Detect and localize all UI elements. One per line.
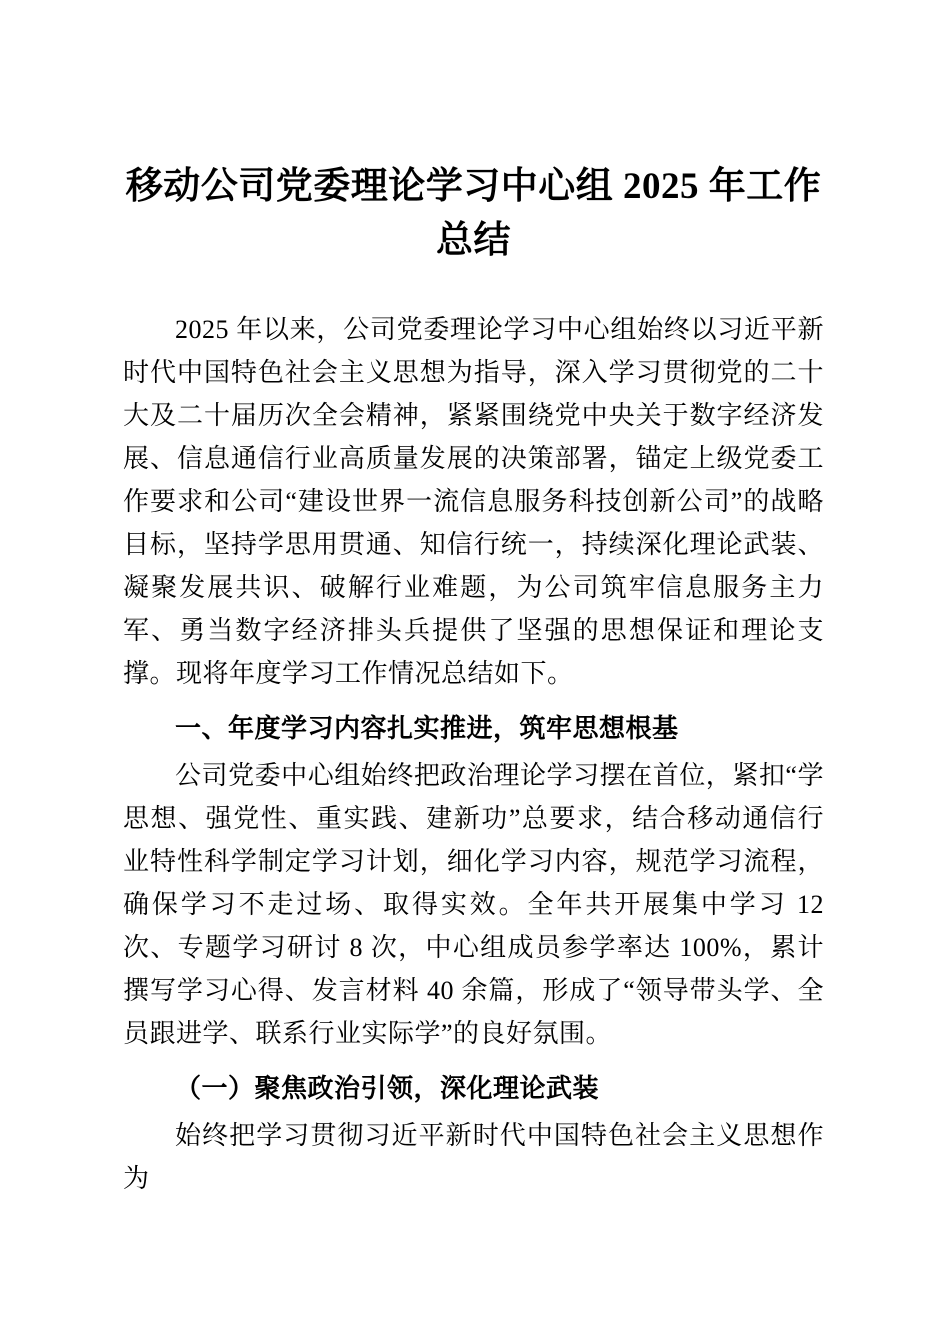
section-heading: 一、年度学习内容扎实推进，筑牢思想根基: [175, 713, 679, 743]
document-body: [123, 308, 824, 1200]
paragraph: 始终把学习贯彻习近平新时代中国特色社会主义思想作为: [123, 1121, 824, 1193]
paragraph: 公司党委中心组始终把政治理论学习摆在首位，紧扣“学思想、强党性、重实践、建新功”总要求，结合移动通信行业特性科学制定学习计划，细化学习内容，规范学习流程，确保学习不走过场、取得实效。全年共开展集中学习 12 次、专题学习研讨 8 次，中心组成员参学率达 100%，累计撰写学习心得、发言材料 40 余篇，形成了“领导带头学、全员跟进学、联系行业实际学”的良好氛围。: [123, 761, 824, 1048]
document-title: 移动公司党委理论学习中心组 2025 年工作总结: [125, 166, 822, 261]
paragraph: 2025 年以来，公司党委理论学习中心组始终以习近平新时代中国特色社会主义思想为指导，深入学习贯彻党的二十大及二十届历次全会精神，紧紧围绕党中央关于数字经济发展、信息通信行业高质量发展的决策部署，锚定上级党委工作要求和公司“建设世界一流信息服务科技创新公司”的战略目标，坚持学思用贯通、知信行统一，持续深化理论武装、凝聚发展共识、破解行业难题，为公司筑牢信息服务主力军、勇当数字经济排头兵提供了坚强的思想保证和理论支撑。现将年度学习工作情况总结如下。: [123, 315, 824, 688]
sub-heading: （一）聚焦政治引领，深化理论武装: [175, 1074, 600, 1103]
